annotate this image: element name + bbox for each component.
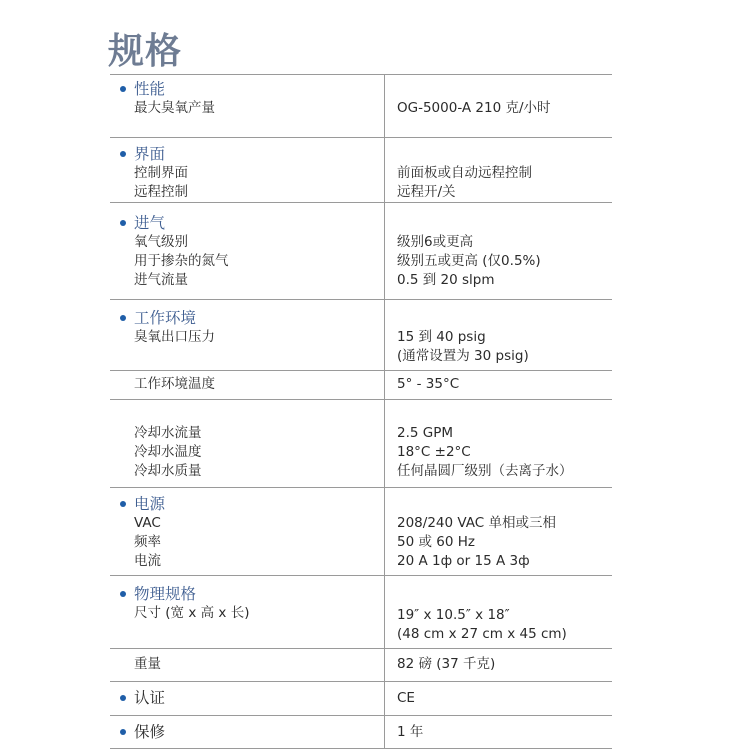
spec-value: (通常设置为 30 psig)	[397, 348, 529, 364]
spec-label: 氧气级别	[134, 234, 188, 250]
spec-value: OG-5000-A 210 克/小时	[397, 100, 551, 116]
spec-value: 208/240 VAC 单相或三相	[397, 515, 556, 531]
section-header-power: 电源	[134, 494, 384, 514]
spec-value: 15 到 40 psig	[397, 329, 486, 345]
spec-value: 级别6或更高	[397, 234, 474, 250]
spec-value: 远程开/关	[397, 184, 456, 200]
spec-row-power	[110, 488, 612, 576]
spec-label: VAC	[134, 515, 161, 531]
spec-value: (48 cm x 27 cm x 45 cm)	[397, 626, 567, 642]
bullet-icon	[120, 220, 126, 226]
spec-label: 最大臭氧产量	[134, 100, 215, 116]
spec-label: 远程控制	[134, 184, 188, 200]
spec-row-physical	[110, 576, 612, 649]
page-title: 规格	[108, 31, 183, 72]
spec-value: 前面板或自动远程控制	[397, 165, 532, 181]
spec-value: 18°C ±2°C	[397, 444, 471, 460]
spec-label: 冷却水质量	[134, 463, 202, 479]
section-header-feed-gas: 进气	[134, 213, 384, 233]
spec-row-interface	[110, 138, 612, 203]
spec-label: 冷却水流量	[134, 425, 202, 441]
spec-label: 臭氧出口压力	[134, 329, 215, 345]
spec-label: 进气流量	[134, 272, 188, 288]
spec-label: 用于掺杂的氮气	[134, 253, 229, 269]
spec-value: 20 A 1ф or 15 A 3ф	[397, 553, 530, 569]
bullet-icon	[120, 695, 126, 701]
spec-value: 0.5 到 20 slpm	[397, 272, 495, 288]
spec-label: 控制界面	[134, 165, 188, 181]
spec-value: 级别五或更高 (仅0.5%)	[397, 253, 541, 269]
bullet-icon	[120, 591, 126, 597]
spec-row-certification	[110, 682, 612, 716]
spec-row-ambient	[110, 371, 612, 400]
spec-label: 工作环境温度	[134, 376, 215, 392]
spec-label: 冷却水温度	[134, 444, 202, 460]
spec-value: 50 或 60 Hz	[397, 534, 475, 550]
spec-value: 19″ x 10.5″ x 18″	[397, 607, 510, 623]
section-header-warranty: 保修	[134, 722, 384, 742]
spec-value: CE	[397, 690, 415, 706]
spec-value: 1 年	[397, 724, 424, 740]
section-header-environment: 工作环境	[134, 308, 384, 328]
spec-label: 频率	[134, 534, 161, 550]
spec-value: 5° - 35°C	[397, 376, 460, 392]
spec-row-weight	[110, 649, 612, 682]
spec-row-feed-gas	[110, 203, 612, 300]
spec-label: 重量	[134, 656, 161, 672]
section-header-performance: 性能	[134, 79, 384, 99]
spec-row-warranty	[110, 716, 612, 749]
spec-row-performance	[110, 74, 612, 138]
bullet-icon	[120, 86, 126, 92]
section-header-certification: 认证	[134, 688, 384, 708]
bullet-icon	[120, 151, 126, 157]
bullet-icon	[120, 729, 126, 735]
spec-label: 电流	[134, 553, 161, 569]
spec-value: 82 磅 (37 千克)	[397, 656, 496, 672]
section-header-interface: 界面	[134, 144, 384, 164]
spec-table	[110, 74, 612, 749]
section-header-physical: 物理规格	[134, 584, 384, 604]
spec-row-environment	[110, 300, 612, 371]
spec-value: 2.5 GPM	[397, 425, 454, 441]
spec-value: 任何晶圆厂级别（去离子水）	[397, 463, 573, 479]
bullet-icon	[120, 315, 126, 321]
bullet-icon	[120, 501, 126, 507]
spec-label: 尺寸 (宽 x 高 x 长)	[134, 605, 250, 621]
spec-row-cooling	[110, 400, 612, 488]
